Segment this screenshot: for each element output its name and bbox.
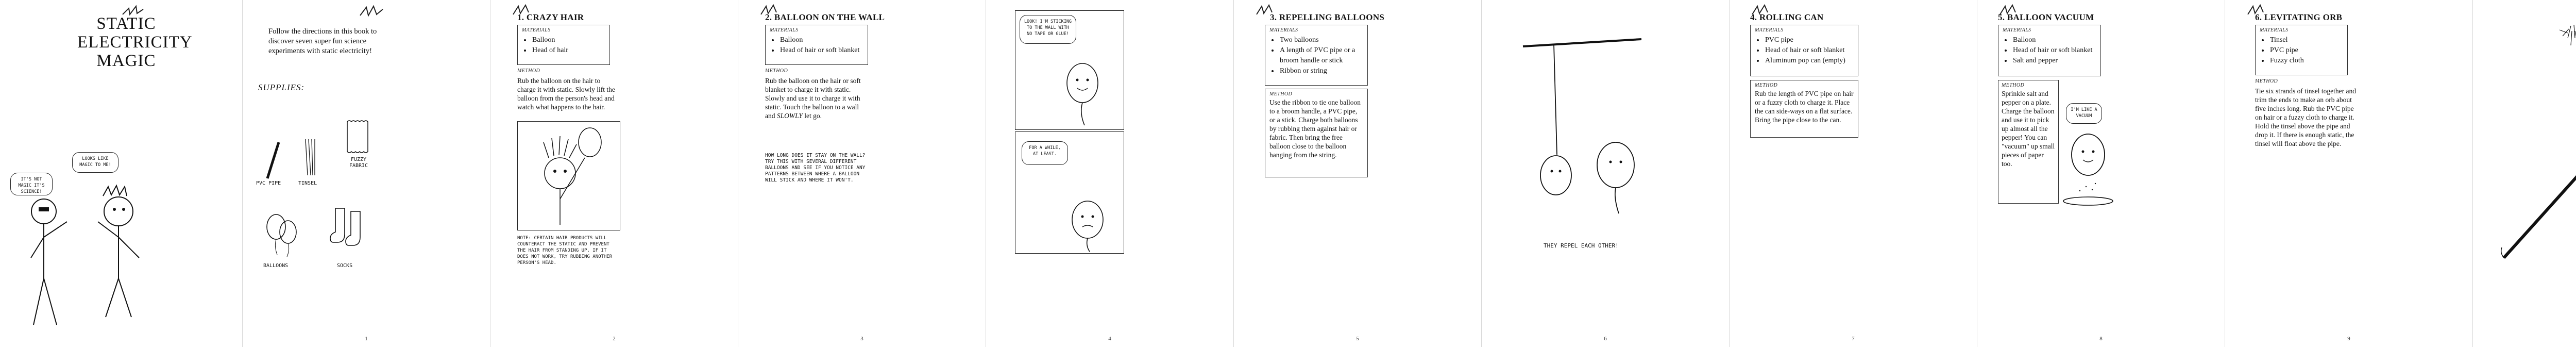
materials-list bbox=[1269, 35, 1363, 76]
balloon-falling-drawing bbox=[1015, 132, 1124, 253]
method-label: METHOD bbox=[2255, 78, 2278, 84]
method-text bbox=[765, 76, 868, 120]
method-text: Tie six strands of tinsel together and trim the ends to make an orb about five inches long. Rub the PVC pipe on hair or a fuzzy cloth to charge it. Hold the tinsel above the pipe and drop it. If there is enough static, the tinsel will float above the pipe. bbox=[2255, 87, 2356, 147]
page-number: 7 bbox=[1852, 336, 1855, 342]
supply-label-tinsel: TINSEL bbox=[298, 180, 317, 186]
method-label: METHOD bbox=[2002, 82, 2025, 88]
supply-label-pvc: PVC PIPE bbox=[256, 180, 281, 186]
vacuum-balloon-drawing bbox=[2062, 129, 2119, 211]
materials-label: MATERIALS bbox=[770, 27, 799, 33]
speech-bubble-left: IT'S NOT MAGIC IT'S SCIENCE! bbox=[10, 173, 53, 195]
note-text: HOW LONG DOES IT STAY ON THE WALL? TRY THIS WITH SEVERAL DIFFERENT BALLOONS AND SEE IF YOU NOTICE ANY PATTERNS BETWEEN WHERE A BALLOON WILL STICK AND WHERE IT WON'T. bbox=[765, 153, 866, 183]
method-text-end: let go. bbox=[802, 112, 822, 120]
page-repel-drawing bbox=[1482, 0, 1729, 347]
material-item: • Balloon bbox=[2012, 35, 2096, 45]
material-item: • Ribbon or string bbox=[1279, 66, 1363, 76]
comic-panel-top bbox=[1015, 10, 1124, 130]
speech-bubble-right: LOOKS LIKE MAGIC TO ME! bbox=[72, 152, 118, 173]
intro-text: Follow the directions in this book to discover seven super fun science experiments with static electricity! bbox=[268, 27, 377, 55]
note-text: NOTE: CERTAIN HAIR PRODUCTS WILL COUNTERACT THE STATIC AND PREVENT THE HAIR FROM STANDING UP. IF IT DOES NOT WORK, TRY RUBBING ANOTHER PERSON'S HEAD. bbox=[517, 236, 613, 266]
supply-label-fabric: FUZZY FABRIC bbox=[349, 157, 368, 169]
book-title: STATIC ELECTRICITY MAGIC bbox=[77, 14, 193, 70]
experiment-title: 6. LEVITATING ORB bbox=[2255, 12, 2343, 22]
experiment-title: 5. BALLOON VACUUM bbox=[1998, 12, 2094, 22]
comic-panel-bottom bbox=[1015, 131, 1124, 254]
page-number: 1 bbox=[365, 336, 368, 342]
experiment-title: 1. CRAZY HAIR bbox=[517, 12, 584, 22]
method-box bbox=[1998, 80, 2059, 204]
method-label: METHOD bbox=[517, 68, 540, 74]
materials-label: MATERIALS bbox=[2260, 27, 2289, 33]
page-crazy-hair bbox=[490, 0, 738, 347]
crazy-hair-figure bbox=[518, 122, 620, 230]
scientist-figure-right bbox=[82, 186, 155, 320]
scientist-figure-left bbox=[21, 196, 82, 330]
method-label: METHOD bbox=[1269, 91, 1293, 97]
speech-bubble-bottom: FOR A WHILE, AT LEAST. bbox=[1022, 141, 1068, 165]
speech-bubble-top: LOOK! I'M STICKING TO THE WALL WITH NO TAPE OR GLUE! bbox=[1020, 15, 1076, 44]
material-item: • PVC pipe bbox=[1764, 35, 1854, 45]
illustration-panel bbox=[517, 121, 620, 230]
experiment-title: 2. BALLOON ON THE WALL bbox=[765, 12, 885, 22]
page-balloon-wall bbox=[738, 0, 986, 347]
supply-label-balloons: BALLOONS bbox=[263, 263, 289, 269]
method-label: METHOD bbox=[1755, 82, 1778, 88]
supplies-heading: SUPPLIES: bbox=[258, 82, 305, 92]
material-item: • Head of hair or soft blanket bbox=[1764, 45, 1854, 56]
page-number: 3 bbox=[860, 336, 863, 342]
page-wall-comic bbox=[986, 0, 1233, 347]
materials-label: MATERIALS bbox=[2003, 27, 2031, 33]
page-number: 6 bbox=[1604, 336, 1607, 342]
material-item: • Salt and pepper bbox=[2012, 56, 2096, 66]
page-orb-drawing bbox=[2473, 0, 2576, 347]
supply-label-socks: SOCKS bbox=[337, 263, 353, 269]
page-repelling-balloons bbox=[1234, 0, 1481, 347]
material-item: • Head of hair or soft blanket bbox=[2012, 45, 2096, 56]
caption: THEY REPEL EACH OTHER! bbox=[1544, 242, 1619, 249]
experiment-title: 3. REPELLING BALLOONS bbox=[1270, 12, 1385, 22]
method-text: Rub the length of PVC pipe on hair or a fuzzy cloth to charge it. Place the can side-ways on a flat surface. Bring the pipe close to the can. bbox=[1755, 90, 1854, 124]
material-item: • Aluminum pop can (empty) bbox=[1764, 56, 1854, 66]
method-box bbox=[1265, 89, 1368, 177]
method-box bbox=[1750, 80, 1858, 138]
fuzzy-fabric-icon bbox=[343, 119, 374, 155]
experiment-title: 4. ROLLING CAN bbox=[1750, 12, 1824, 22]
method-text: Sprinkle salt and pepper on a plate. Charge the balloon and use it to pick up almost all the pepper! You can "vacuum" up small pieces of paper too. bbox=[2002, 90, 2055, 168]
material-item: • Head of hair or soft blanket bbox=[779, 45, 863, 56]
repelling-balloons-drawing bbox=[1523, 36, 1657, 222]
materials-box bbox=[765, 25, 868, 65]
material-item: • Balloon bbox=[531, 35, 605, 45]
material-item: • PVC pipe bbox=[2269, 45, 2343, 56]
page-number: 4 bbox=[1108, 336, 1111, 342]
spark-icon bbox=[356, 4, 387, 25]
materials-list bbox=[1755, 35, 1854, 66]
materials-label: MATERIALS bbox=[1269, 27, 1298, 33]
method-emphasis: SLOWLY bbox=[776, 112, 803, 120]
balloon-on-wall-drawing bbox=[1015, 11, 1124, 129]
levitating-orb-drawing bbox=[2494, 15, 2576, 263]
page-supplies bbox=[243, 0, 490, 347]
page-number: 8 bbox=[2099, 336, 2103, 342]
method-text: Rub the balloon on the hair to charge it with static. Slowly lift the balloon from the person's head and watch what happens to the hair. bbox=[517, 77, 615, 111]
materials-list bbox=[770, 35, 863, 56]
pvc-pipe-icon bbox=[263, 139, 284, 180]
materials-label: MATERIALS bbox=[1755, 27, 1784, 33]
materials-box bbox=[2255, 25, 2348, 75]
page-number: 2 bbox=[613, 336, 616, 342]
materials-box bbox=[517, 25, 610, 65]
page-number: 9 bbox=[2347, 336, 2350, 342]
page-cover bbox=[0, 0, 242, 347]
material-item: • Fuzzy cloth bbox=[2269, 56, 2343, 66]
material-item: • Head of hair bbox=[531, 45, 605, 56]
materials-label: MATERIALS bbox=[522, 27, 551, 33]
method-text: Use the ribbon to tie one balloon to a broom handle, a PVC pipe, or a stick. Charge both balloons by rubbing them against hair or fabric. Then bring the free balloon close to the balloon hanging from the string. bbox=[1269, 98, 1361, 159]
material-item: • Balloon bbox=[779, 35, 863, 45]
page-rolling-can bbox=[1730, 0, 1977, 347]
material-item: • A length of PVC pipe or a broom handle or stick bbox=[1279, 45, 1363, 66]
socks-icon bbox=[330, 206, 366, 253]
materials-box bbox=[1750, 25, 1858, 76]
materials-box bbox=[1998, 25, 2101, 76]
material-item: • Two balloons bbox=[1279, 35, 1363, 45]
method-label: METHOD bbox=[765, 68, 788, 74]
balloon-icon bbox=[263, 211, 299, 258]
materials-list bbox=[2003, 35, 2096, 66]
method-text-main: Rub the balloon on the hair or soft blanket to charge it with static. Slowly and use it to charge it with static. Touch the balloon to a wall and bbox=[765, 77, 861, 120]
speech-bubble: I'M LIKE A VACUUM bbox=[2066, 103, 2102, 124]
page-number: 5 bbox=[1356, 336, 1359, 342]
material-item: • Tinsel bbox=[2269, 35, 2343, 45]
materials-box bbox=[1265, 25, 1368, 86]
page-levitating-orb bbox=[2225, 0, 2472, 347]
tinsel-icon bbox=[300, 137, 321, 178]
page-balloon-vacuum bbox=[1977, 0, 2225, 347]
materials-list bbox=[522, 35, 605, 56]
materials-list bbox=[2260, 35, 2343, 66]
page-number bbox=[2473, 336, 2576, 342]
